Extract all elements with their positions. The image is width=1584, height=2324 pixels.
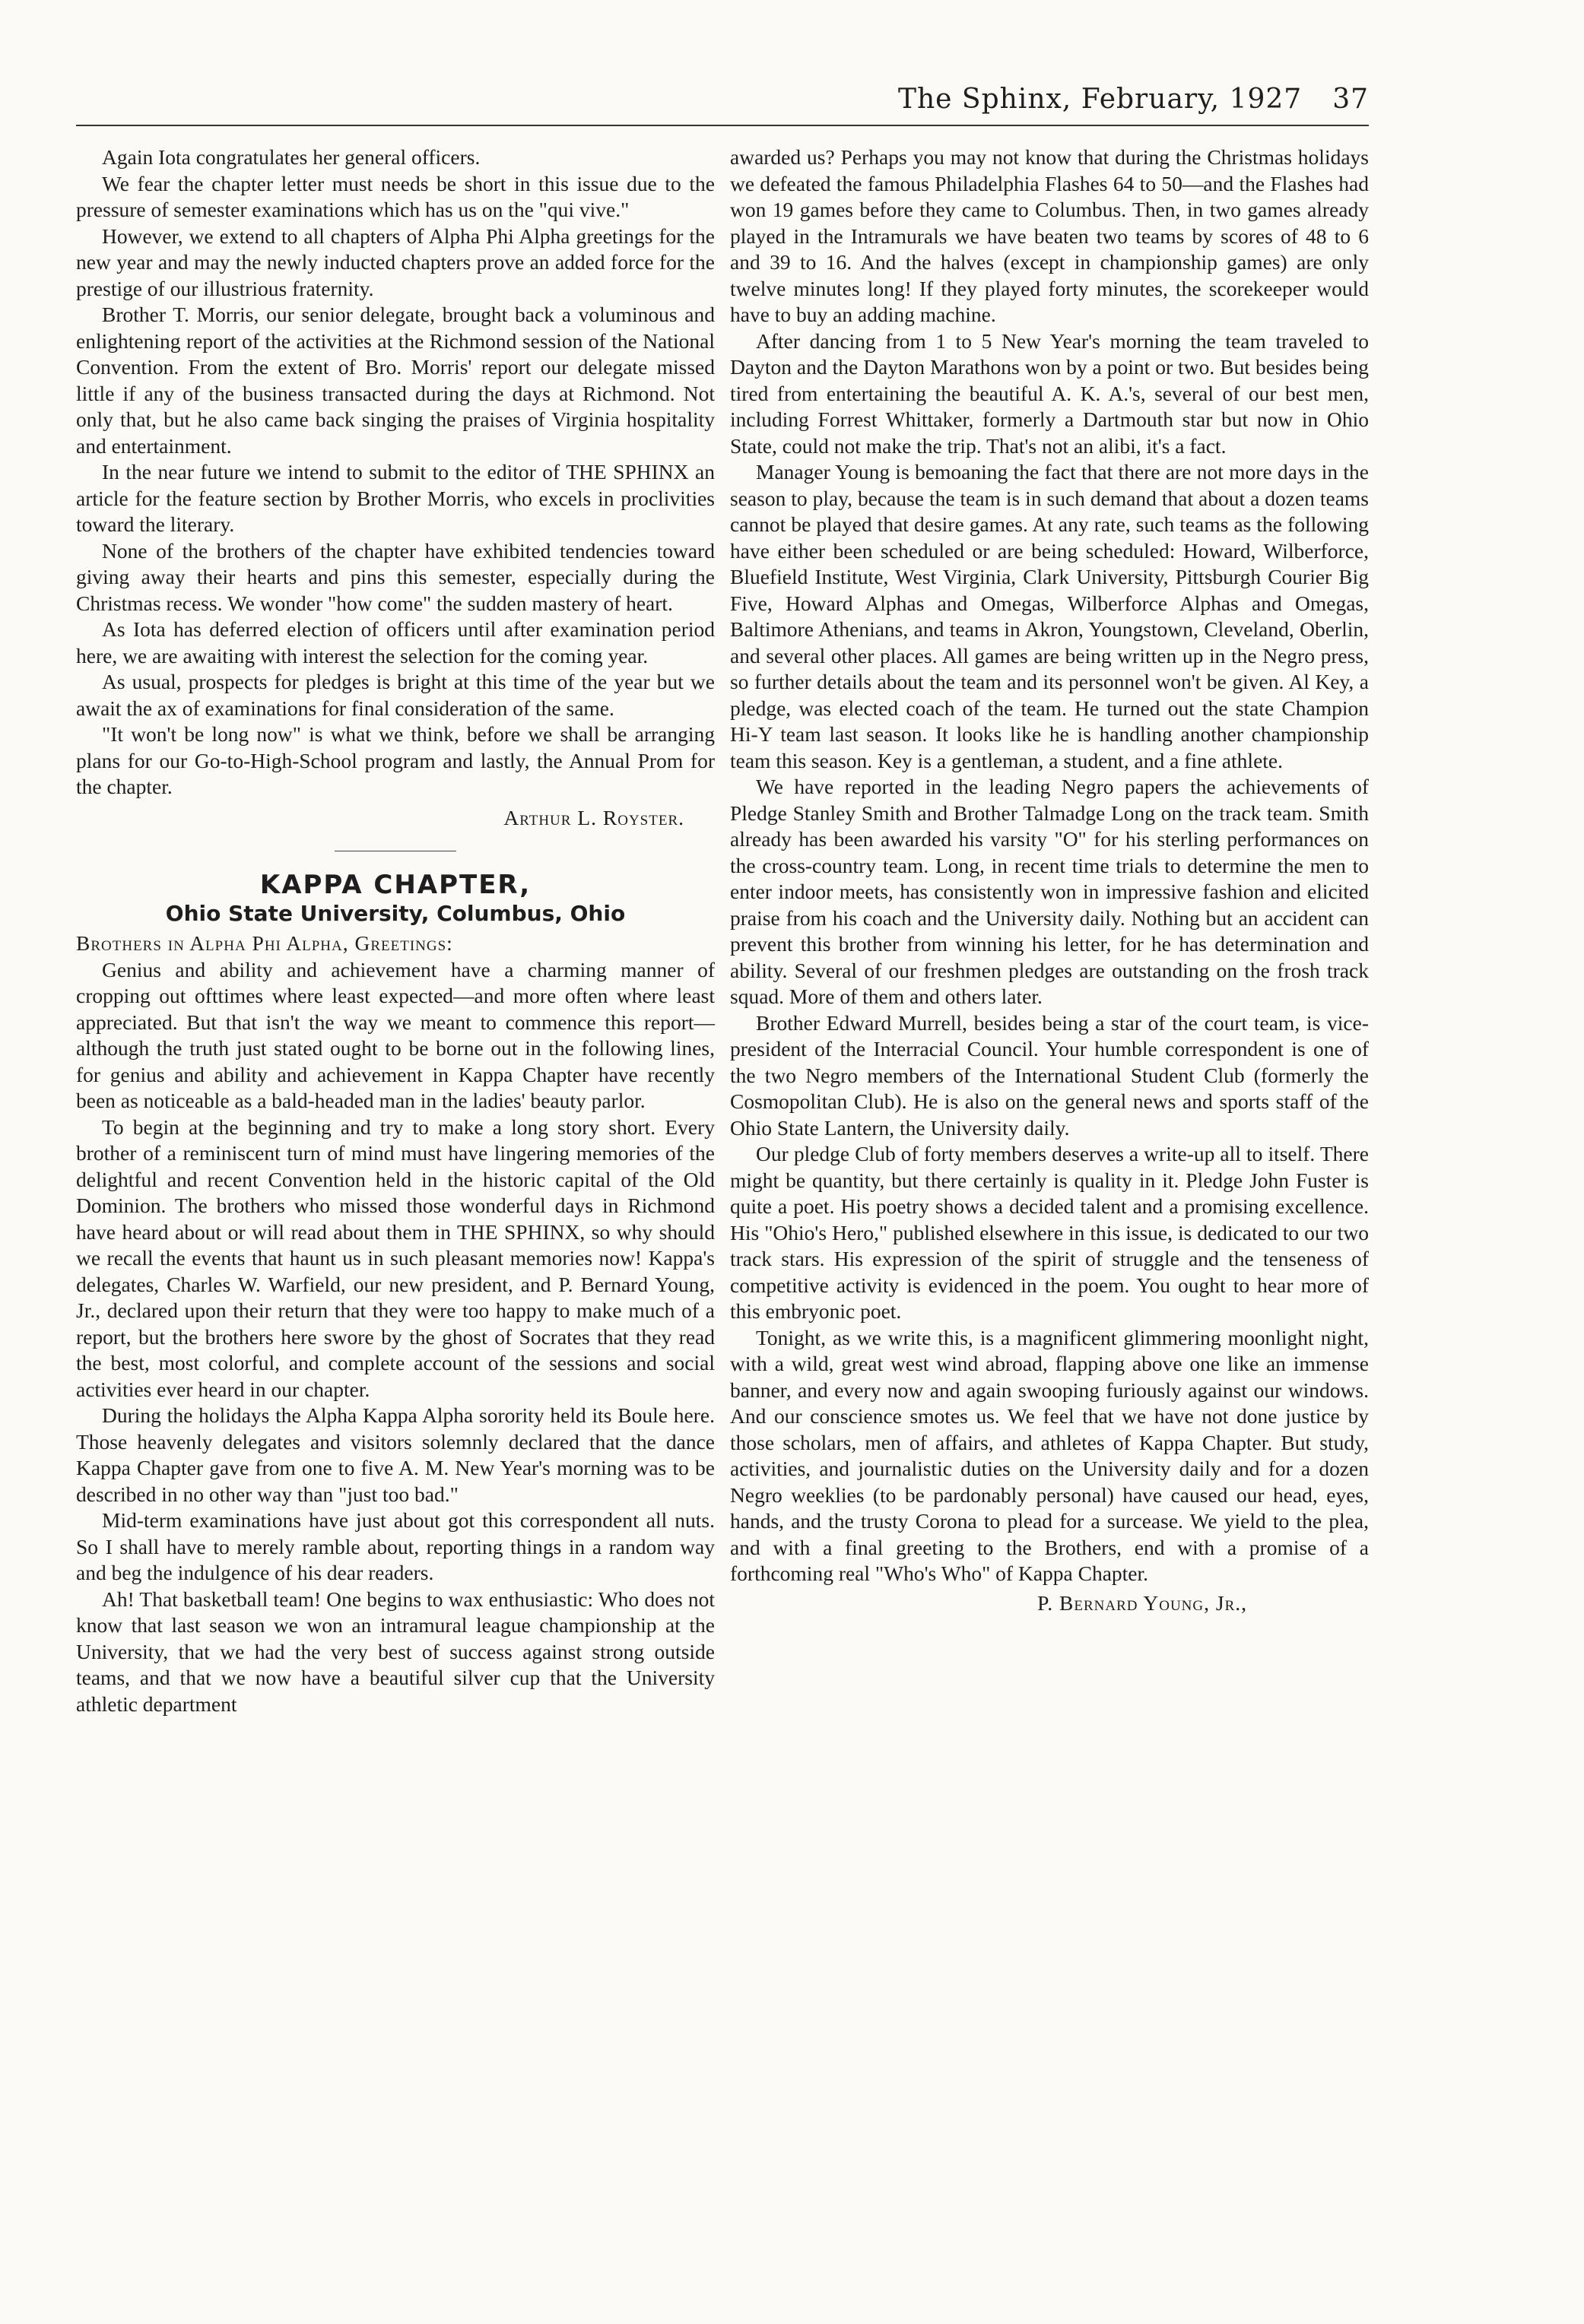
paragraph: We have reported in the leading Negro papers the achievements of Pledge Stanley Smith and Brother Talmadge Long on the track team. Smith already has been awarded his varsity "O" for his sterling performances on the cross-country team. Long, in recent time trials to determine the men to enter indoor meets, has consistently won in impressive fashion and elicited praise from his coach and the University daily. Nothing but an accident can prevent this brother from winning his letter, for he has determination and ability. Several of our freshmen pledges are outstanding on the frosh track squad. More of them and others later. (730, 775, 1369, 1008)
paragraph: As Iota has deferred election of officers until after examination period here, we are awaiting with interest the selection for the coming year. (76, 617, 715, 667)
journal-title: The Sphinx, February, 1927 (897, 84, 1303, 115)
page-number: 37 (1332, 84, 1369, 115)
paragraph: Our pledge Club of forty members deserves a write-up all to itself. There might be quantity, but there certainly is quality in it. Pledge John Fuster is quite a poet. His poetry shows a decided talent and a promising excellence. His "Ohio's Hero," published elsewhere in this issue, is dedicated to our two track stars. His expression of the spirit of struggle and the tenseness of competitive activity is evidenced in the poem. You ought to hear more of this embryonic poet. (730, 1142, 1369, 1323)
paragraph: Mid-term examinations have just about got this correspondent all nuts. So I shall have to merely ramble about, reporting things in a random way and beg the indulgence of his dear readers. (76, 1508, 715, 1584)
paragraph: awarded us? Perhaps you may not know that during the Christmas holidays we defeated the famous Philadelphia Flashes 64 to 50—and the Flashes had won 19 games before they came to Columbus. Then, in two games already played in the Intramurals we have beaten two teams by scores of 48 to 6 and 39 to 16. And the halves (except in championship games) are only twelve minutes long! If they played forty minutes, the scorekeeper would have to buy an adding machine. (730, 145, 1369, 326)
paragraph: Genius and ability and achievement have a charming manner of cropping out ofttimes where least expected—and more often where least appreciated. But that isn't the way we meant to commence this report—although the truth just stated ought to be borne out in the following lines, for genius and ability and achievement in Kappa Chapter have recently been as noticeable as a bald-headed man in the ladies' beauty parlor. (76, 957, 715, 1112)
paragraph: To begin at the beginning and try to make a long story short. Every brother of a reminiscent turn of mind must have lingering memories of the delightful and recent Convention held in the historic capital of the Old Dominion. The brothers who missed those wonderful days in Richmond have heard about or will read about them in THE SPHINX, so why should we recall the events that haunt us in such pleasant memories now! Kappa's delegates, Charles W. Warfield, our new president, and P. Bernard Young, Jr., declared upon their return that they were too happy to make much of a report, but the brothers here swore by the ghost of Socrates that they read the best, most colorful, and complete account of the sessions and social activities ever heard in our chapter. (76, 1114, 715, 1401)
running-head (898, 84, 1369, 115)
salutation: Brothers in Alpha Phi Alpha, Greetings: (76, 931, 453, 955)
paragraph: After dancing from 1 to 5 New Year's morning the team traveled to Dayton and the Dayton Marathons won by a point or two. But besides being tired from entertaining the beautiful A. K. A.'s, several of our best men, including Forrest Whittaker, formerly a Dartmouth star but now in Ohio State, could not make the trip. That's not an alibi, it's a fact. (730, 328, 1369, 458)
signature-young: P. Bernard Young, Jr., (1037, 1590, 1247, 1615)
section-subtitle: Ohio State University, Columbus, Ohio (165, 901, 626, 926)
paragraph: As usual, prospects for pledges is bright at this time of the year but we await the ax of examinations for final consideration of the same. (76, 670, 715, 720)
paragraph: However, we extend to all chapters of Alpha Phi Alpha greetings for the new year and may the newly inducted chapters prove an added force for the prestige of our illustrious fraternity. (76, 224, 715, 300)
paragraph: In the near future we intend to submit to the editor of THE SPHINX an article for the feature section by Brother Morris, who excels in proclivities toward the literary. (76, 460, 715, 536)
paragraph: Manager Young is bemoaning the fact that there are not more days in the season to play, because the team is in such demand that about a dozen teams cannot be played that desire games. At any rate, such teams as the following have either been scheduled or are being scheduled: Howard, Wilberforce, Bluefield Institute, West Virginia, Clark University, Pittsburgh Courier Big Five, Howard Alphas and Omegas, Wilberforce Alphas and Omegas, Baltimore Athenians, and teams in Akron, Youngstown, Cleveland, Oberlin, and several other places. All games are being written up in the Negro press, so further details about the team and its personnel won't be given. Al Key, a pledge, was elected coach of the team. He turned out the state Champion Hi-Y team last season. It looks like he is handling another championship team this season. Key is a gentleman, a student, and a fine athlete. (730, 460, 1369, 772)
section-title: KAPPA CHAPTER, (259, 870, 532, 900)
paragraph: "It won't be long now" is what we think, before we shall be arranging plans for our Go-to-High-School program and lastly, the Annual Prom for the chapter. (76, 722, 715, 798)
paragraph: Again Iota congratulates her general officers. (102, 145, 481, 169)
paragraph: We fear the chapter letter must needs be short in this issue due to the pressure of semester examinations which has us on the "qui vive." (76, 171, 715, 221)
paragraph: Tonight, as we write this, is a magnificent glimmering moonlight night, with a wild, great west wind abroad, flapping above one like an immense banner, and every now and again swooping furiously against our windows. And our conscience smotes us. We feel that we have not done justice by those scholars, men of affairs, and athletes of Kappa Chapter. But study, activities, and journalistic duties on the University daily and for a dozen Negro weeklies (to be pardonably personal) have caused our head, eyes, hands, and the trusty Corona to plead for a surcease. We yield to the plea, and with a final greeting to the Brothers, end with a promise of a forthcoming real "Who's Who" of Kappa Chapter. (730, 1325, 1369, 1585)
signature-royster: Arthur L. Royster. (503, 805, 684, 829)
paragraph: During the holidays the Alpha Kappa Alpha sorority held its Boule here. Those heavenly delegates and visitors solemnly declared that the dance Kappa Chapter gave from one to five A. M. New Year's morning was to be described in no other way than "just too bad." (76, 1403, 715, 1506)
paragraph: Ah! That basketball team! One begins to wax enthusiastic: Who does not know that last season we won an intramural league championship at the University, that we had the very best of success against strong outside teams, and that we now have a beautiful silver cup that the University athletic department (76, 1587, 715, 1716)
paragraph: None of the brothers of the chapter have exhibited tendencies toward giving away their hearts and pins this semester, especially during the Christmas recess. We wonder "how come" the sudden mastery of heart. (76, 538, 715, 615)
left-column (76, 144, 715, 2281)
page-header (76, 84, 1369, 129)
paragraph: Brother T. Morris, our senior delegate, brought back a voluminous and enlightening report of the activities at the Richmond session of the National Convention. From the extent of Bro. Morris' report our delegate missed little if any of the business transacted during the days at Richmond. Not only that, but he also came back singing the praises of Virginia hospitality and entertainment. (76, 303, 715, 458)
right-column (730, 144, 1369, 2281)
paragraph: Brother Edward Murrell, besides being a star of the court team, is vice-president of the Interracial Council. Your humble correspondent is one of the two Negro members of the International Student Club (formerly the Cosmopolitan Club). He is also on the general news and sports staff of the Ohio State Lantern, the University daily. (730, 1010, 1369, 1140)
header-rule (76, 125, 1369, 126)
